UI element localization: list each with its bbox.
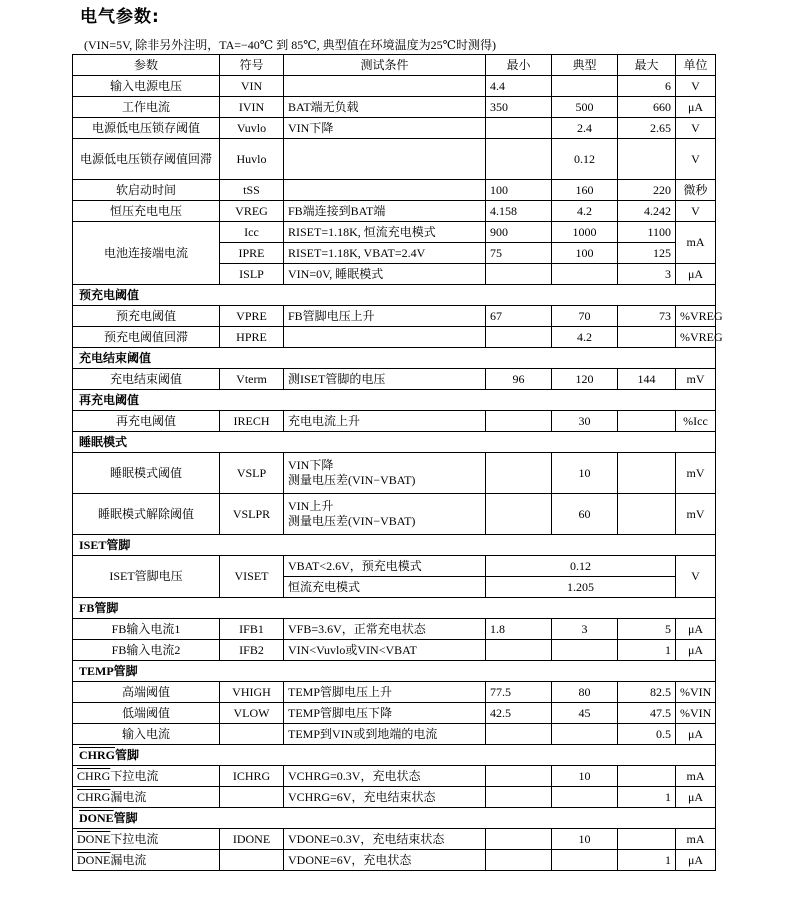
typ-cell: 30 xyxy=(552,411,618,432)
cond-line-2: 测量电压差(VIN−VBAT) xyxy=(288,473,416,487)
table-row xyxy=(73,97,716,118)
table-row xyxy=(73,619,716,640)
unit-cell: μA xyxy=(676,640,716,661)
max-cell: 1 xyxy=(618,787,676,808)
table-row xyxy=(73,453,716,494)
cond-cell xyxy=(284,494,486,535)
header-param: 参数 xyxy=(73,55,220,76)
max-cell xyxy=(618,139,676,180)
typ-cell: 10 xyxy=(552,829,618,850)
typ-cell: 0.12 xyxy=(552,139,618,180)
table-row xyxy=(73,829,716,850)
page-title: 电气参数: xyxy=(80,7,160,27)
min-cell xyxy=(486,411,552,432)
symbol-cell: Vterm xyxy=(220,369,284,390)
typ-cell: 160 xyxy=(552,180,618,201)
cond-cell: TEMP管脚电压下降 xyxy=(284,703,486,724)
max-cell: 73 xyxy=(618,306,676,327)
typ-cell: 4.2 xyxy=(552,201,618,222)
cond-cell xyxy=(284,327,486,348)
max-cell: 144 xyxy=(618,369,676,390)
max-cell: 1 xyxy=(618,640,676,661)
symbol-cell: IRECH xyxy=(220,411,284,432)
unit-cell: mA xyxy=(676,222,716,264)
typ-cell: 80 xyxy=(552,682,618,703)
param-cell: 预充电阈值回滞 xyxy=(73,327,220,348)
symbol-cell: ICHRG xyxy=(220,766,284,787)
section-row xyxy=(73,661,716,682)
param-label: 下拉电流 xyxy=(110,831,159,846)
section-row xyxy=(73,432,716,453)
param-cell: 低端阈值 xyxy=(73,703,220,724)
unit-cell: V xyxy=(676,556,716,598)
symbol-cell xyxy=(220,787,284,808)
section-row xyxy=(73,745,716,766)
cond-cell: BAT端无负载 xyxy=(284,97,486,118)
param-cell: 输入电流 xyxy=(73,724,220,745)
symbol-cell: VLOW xyxy=(220,703,284,724)
cond-cell: RISET=1.18K, 恒流充电模式 xyxy=(284,222,486,243)
typ-cell: 45 xyxy=(552,703,618,724)
min-cell: 350 xyxy=(486,97,552,118)
cond-cell: FB端连接到BAT端 xyxy=(284,201,486,222)
table-row xyxy=(73,306,716,327)
section-title: 预充电阈值 xyxy=(73,285,716,306)
unit-cell: 微秒 xyxy=(676,180,716,201)
section-row xyxy=(73,535,716,556)
typ-cell: 0.12 xyxy=(486,556,676,577)
symbol-cell xyxy=(220,724,284,745)
param-cell: FB输入电流1 xyxy=(73,619,220,640)
pin-name: CHRG xyxy=(77,789,111,804)
min-cell: 67 xyxy=(486,306,552,327)
section-title: 充电结束阈值 xyxy=(73,348,716,369)
cond-line-1: VIN上升 xyxy=(288,499,334,513)
symbol-cell: VSLP xyxy=(220,453,284,494)
max-cell: 1100 xyxy=(618,222,676,243)
min-cell xyxy=(486,118,552,139)
min-cell xyxy=(486,640,552,661)
symbol-cell: HPRE xyxy=(220,327,284,348)
section-row xyxy=(73,348,716,369)
table-row xyxy=(73,724,716,745)
cond-line-1: VIN下降 xyxy=(288,458,334,472)
unit-cell: μA xyxy=(676,97,716,118)
min-cell xyxy=(486,494,552,535)
unit-cell: mV xyxy=(676,453,716,494)
min-cell xyxy=(486,453,552,494)
table-row xyxy=(73,222,716,243)
min-cell: 1.8 xyxy=(486,619,552,640)
typ-cell: 120 xyxy=(552,369,618,390)
symbol-cell xyxy=(220,850,284,871)
section-row xyxy=(73,285,716,306)
unit-cell: μA xyxy=(676,850,716,871)
param-cell: 恒压充电电压 xyxy=(73,201,220,222)
cond-cell: VCHRG=0.3V，充电状态 xyxy=(284,766,486,787)
min-cell xyxy=(486,264,552,285)
unit-cell: V xyxy=(676,76,716,97)
param-cell: 工作电流 xyxy=(73,97,220,118)
param-cell: 高端阈值 xyxy=(73,682,220,703)
header-typ: 典型 xyxy=(552,55,618,76)
typ-cell: 1.205 xyxy=(486,577,676,598)
unit-cell: μA xyxy=(676,619,716,640)
header-cond: 测试条件 xyxy=(284,55,486,76)
min-cell xyxy=(486,850,552,871)
min-cell: 4.4 xyxy=(486,76,552,97)
typ-cell xyxy=(552,787,618,808)
max-cell: 0.5 xyxy=(618,724,676,745)
unit-cell: %VIN xyxy=(676,682,716,703)
cond-cell: TEMP管脚电压上升 xyxy=(284,682,486,703)
unit-cell: mV xyxy=(676,369,716,390)
symbol-cell: ISLP xyxy=(220,264,284,285)
param-cell: 软启动时间 xyxy=(73,180,220,201)
unit-cell: mA xyxy=(676,766,716,787)
unit-cell: %VREG xyxy=(676,306,716,327)
symbol-cell: IFB2 xyxy=(220,640,284,661)
unit-cell: μA xyxy=(676,724,716,745)
table-row xyxy=(73,139,716,180)
typ-cell: 10 xyxy=(552,453,618,494)
param-cell xyxy=(73,787,220,808)
symbol-cell: Vuvlo xyxy=(220,118,284,139)
min-cell xyxy=(486,724,552,745)
table-row xyxy=(73,327,716,348)
min-cell: 42.5 xyxy=(486,703,552,724)
param-cell: 睡眠模式阈值 xyxy=(73,453,220,494)
typ-cell: 70 xyxy=(552,306,618,327)
min-cell: 77.5 xyxy=(486,682,552,703)
param-cell: 输入电源电压 xyxy=(73,76,220,97)
table-row xyxy=(73,787,716,808)
symbol-cell: IVIN xyxy=(220,97,284,118)
pin-name: CHRG xyxy=(77,768,111,783)
max-cell xyxy=(618,494,676,535)
max-cell: 5 xyxy=(618,619,676,640)
pin-name: DONE xyxy=(77,852,111,867)
unit-cell: V xyxy=(676,201,716,222)
table-row xyxy=(73,494,716,535)
table-row xyxy=(73,201,716,222)
param-cell: 再充电阈值 xyxy=(73,411,220,432)
section-row xyxy=(73,390,716,411)
cond-cell: VIN<Vuvlo或VIN<VBAT xyxy=(284,640,486,661)
unit-cell: V xyxy=(676,139,716,180)
header-symbol: 符号 xyxy=(220,55,284,76)
max-cell xyxy=(618,453,676,494)
param-cell: 预充电阈值 xyxy=(73,306,220,327)
min-cell xyxy=(486,139,552,180)
param-label: 漏电流 xyxy=(110,789,147,804)
cond-cell: VDONE=0.3V，充电结束状态 xyxy=(284,829,486,850)
section-title: ISET管脚 xyxy=(73,535,716,556)
section-row xyxy=(73,808,716,829)
pin-name: DONE xyxy=(77,831,111,846)
cond-cell: VFB=3.6V，正常充电状态 xyxy=(284,619,486,640)
section-title: 再充电阈值 xyxy=(73,390,716,411)
typ-cell: 2.4 xyxy=(552,118,618,139)
cond-cell: RISET=1.18K, VBAT=2.4V xyxy=(284,243,486,264)
min-cell xyxy=(486,766,552,787)
unit-cell: V xyxy=(676,118,716,139)
min-cell: 100 xyxy=(486,180,552,201)
typ-cell xyxy=(552,640,618,661)
symbol-cell: VREG xyxy=(220,201,284,222)
max-cell: 660 xyxy=(618,97,676,118)
max-cell: 220 xyxy=(618,180,676,201)
unit-cell: mA xyxy=(676,829,716,850)
section-title: TEMP管脚 xyxy=(73,661,716,682)
max-cell: 47.5 xyxy=(618,703,676,724)
typ-cell: 100 xyxy=(552,243,618,264)
typ-cell: 3 xyxy=(552,619,618,640)
test-conditions-note: (VIN=5V, 除非另外注明，TA=−40℃ 到 85℃, 典型值在环境温度为25℃时测得) xyxy=(84,38,497,52)
table-row xyxy=(73,369,716,390)
typ-cell xyxy=(552,850,618,871)
symbol-cell: VSLPR xyxy=(220,494,284,535)
section-suffix: 管脚 xyxy=(115,747,140,762)
table-row xyxy=(73,556,716,577)
section-title: FB管脚 xyxy=(73,598,716,619)
cond-cell xyxy=(284,76,486,97)
min-cell: 900 xyxy=(486,222,552,243)
electrical-parameters-table xyxy=(72,54,723,871)
max-cell xyxy=(618,829,676,850)
typ-cell: 500 xyxy=(552,97,618,118)
param-cell: FB输入电流2 xyxy=(73,640,220,661)
cond-line-2: 测量电压差(VIN−VBAT) xyxy=(288,514,416,528)
cond-cell: 测ISET管脚的电压 xyxy=(284,369,486,390)
unit-cell: %VIN xyxy=(676,703,716,724)
unit-cell: mV xyxy=(676,494,716,535)
param-label: 下拉电流 xyxy=(110,768,159,783)
typ-cell: 4.2 xyxy=(552,327,618,348)
section-title: 睡眠模式 xyxy=(73,432,716,453)
max-cell xyxy=(618,766,676,787)
unit-cell: %VREG xyxy=(676,327,716,348)
header-max: 最大 xyxy=(618,55,676,76)
max-cell: 1 xyxy=(618,850,676,871)
min-cell xyxy=(486,327,552,348)
max-cell: 125 xyxy=(618,243,676,264)
cond-cell xyxy=(284,139,486,180)
max-cell xyxy=(618,411,676,432)
cond-cell: VIN下降 xyxy=(284,118,486,139)
header-unit: 单位 xyxy=(676,55,716,76)
section-title xyxy=(73,745,716,766)
table-row xyxy=(73,640,716,661)
table-row xyxy=(73,76,716,97)
typ-cell: 60 xyxy=(552,494,618,535)
symbol-cell: VPRE xyxy=(220,306,284,327)
typ-cell xyxy=(552,724,618,745)
param-cell: 电池连接端电流 xyxy=(73,222,220,285)
cond-cell: VCHRG=6V，充电结束状态 xyxy=(284,787,486,808)
typ-cell xyxy=(552,264,618,285)
min-cell: 75 xyxy=(486,243,552,264)
symbol-cell: IDONE xyxy=(220,829,284,850)
symbol-cell: Icc xyxy=(220,222,284,243)
param-cell: 充电结束阈值 xyxy=(73,369,220,390)
cond-cell: VDONE=6V，充电状态 xyxy=(284,850,486,871)
cond-cell: VBAT<2.6V，预充电模式 xyxy=(284,556,486,577)
cond-cell: 恒流充电模式 xyxy=(284,577,486,598)
typ-cell xyxy=(552,76,618,97)
param-label: 漏电流 xyxy=(110,852,147,867)
cond-cell: 充电电流上升 xyxy=(284,411,486,432)
done-pin-name: DONE xyxy=(79,810,114,825)
max-cell: 82.5 xyxy=(618,682,676,703)
symbol-cell: VHIGH xyxy=(220,682,284,703)
min-cell: 96 xyxy=(486,369,552,390)
param-cell xyxy=(73,829,220,850)
cond-cell xyxy=(284,453,486,494)
param-cell: 电源低电压锁存阈值回滞 xyxy=(73,139,220,180)
symbol-cell: VISET xyxy=(220,556,284,598)
table-row xyxy=(73,703,716,724)
cond-cell: VIN=0V, 睡眠模式 xyxy=(284,264,486,285)
table-row xyxy=(73,411,716,432)
max-cell: 3 xyxy=(618,264,676,285)
min-cell: 4.158 xyxy=(486,201,552,222)
unit-cell: μA xyxy=(676,787,716,808)
table-row xyxy=(73,850,716,871)
max-cell: 2.65 xyxy=(618,118,676,139)
symbol-cell: VIN xyxy=(220,76,284,97)
table-row xyxy=(73,682,716,703)
typ-cell: 1000 xyxy=(552,222,618,243)
symbol-cell: Huvlo xyxy=(220,139,284,180)
symbol-cell: IPRE xyxy=(220,243,284,264)
min-cell xyxy=(486,787,552,808)
cond-cell xyxy=(284,180,486,201)
param-cell: 睡眠模式解除阈值 xyxy=(73,494,220,535)
param-cell: ISET管脚电压 xyxy=(73,556,220,598)
unit-cell: %Icc xyxy=(676,411,716,432)
cond-cell: TEMP到VIN或到地端的电流 xyxy=(284,724,486,745)
table-row xyxy=(73,118,716,139)
symbol-cell: IFB1 xyxy=(220,619,284,640)
chrg-pin-name: CHRG xyxy=(79,747,115,762)
section-title xyxy=(73,808,716,829)
param-cell xyxy=(73,850,220,871)
unit-cell: μA xyxy=(676,264,716,285)
section-row xyxy=(73,598,716,619)
header-min: 最小 xyxy=(486,55,552,76)
max-cell: 4.242 xyxy=(618,201,676,222)
section-suffix: 管脚 xyxy=(113,810,138,825)
param-cell xyxy=(73,766,220,787)
table-row xyxy=(73,766,716,787)
min-cell xyxy=(486,829,552,850)
symbol-cell: tSS xyxy=(220,180,284,201)
cond-cell: FB管脚电压上升 xyxy=(284,306,486,327)
param-cell: 电源低电压锁存阈值 xyxy=(73,118,220,139)
table-row xyxy=(73,180,716,201)
header-row xyxy=(73,55,716,76)
max-cell xyxy=(618,327,676,348)
typ-cell: 10 xyxy=(552,766,618,787)
max-cell: 6 xyxy=(618,76,676,97)
